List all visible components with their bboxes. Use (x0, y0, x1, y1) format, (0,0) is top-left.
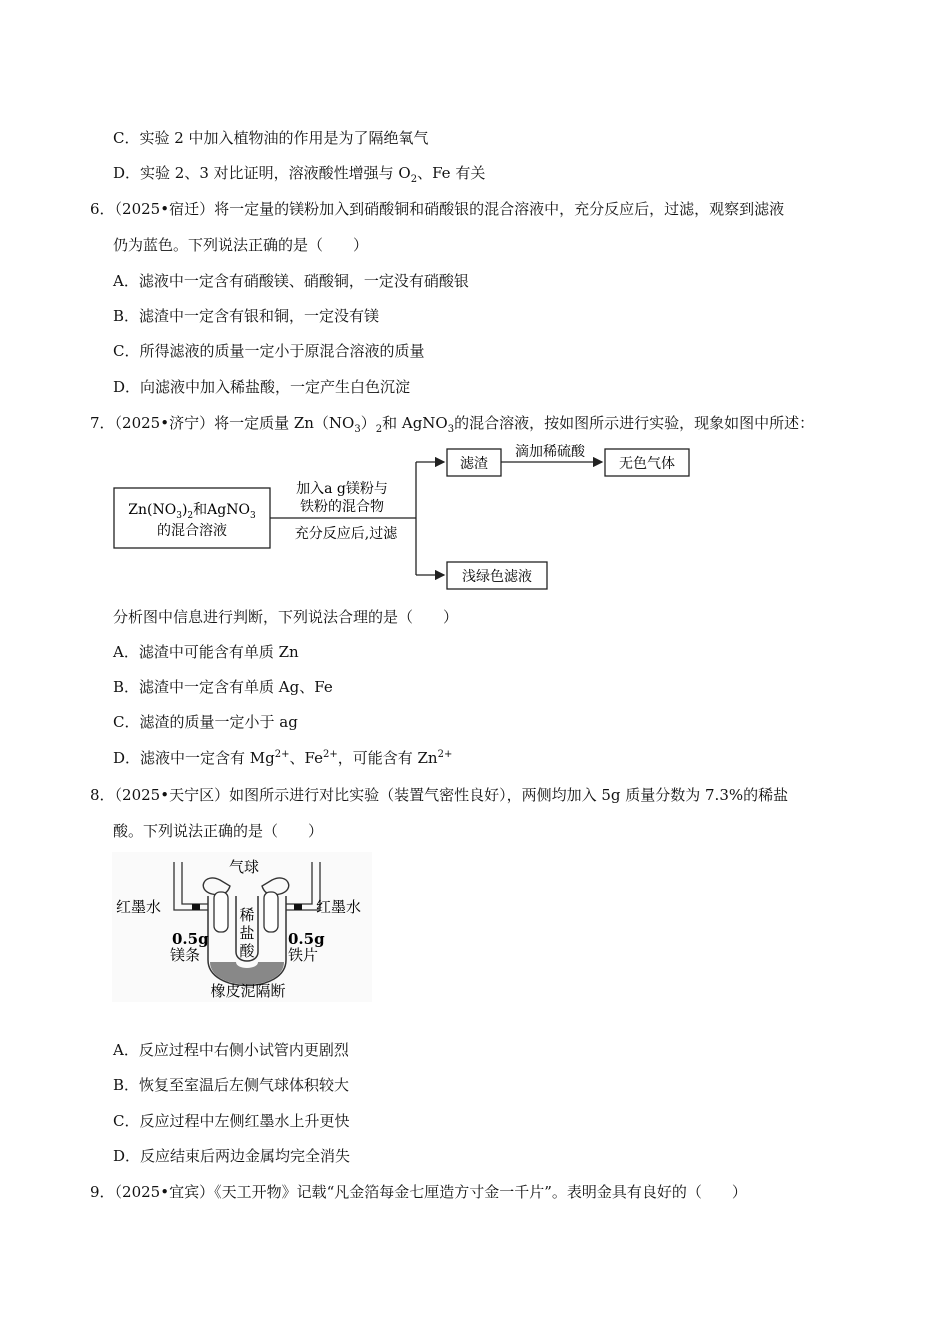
q7-option-a: A．滤渣中可能含有单质 Zn (113, 643, 299, 661)
q7-add-acid-label: 滴加稀硫酸 (515, 444, 585, 460)
q7-residue-label: 滤渣 (460, 456, 488, 472)
q7-flow-diagram (110, 444, 700, 594)
q6-option-a: A．滤液中一定含有硝酸镁、硝酸铜，一定没有硝酸银 (113, 272, 469, 290)
q5-option-c: C．实验 2 中加入植物油的作用是为了隔绝氧气 (113, 129, 429, 147)
q8-ink-left-label: 红墨水 (116, 898, 162, 916)
q8-right-small-tube (264, 892, 278, 932)
q7-question: 分析图中信息进行判断，下列说法合理的是（ ） (113, 608, 459, 626)
q7-stem: 7．（2025•济宁）将一定质量 $Zn(NO_3)_2$和 AgNO$_3$的混合溶液，按如图所示进行实验，现象如图中所述： (90, 414, 815, 435)
q8-option-a: A．反应过程中右侧小试管内更剧烈 (113, 1041, 349, 1059)
q8-mg-name-label: 镁条 (170, 946, 201, 964)
q7-react-filter: 充分反应后,过滤 (294, 526, 398, 542)
q8-option-b: B．恢复至室温后左侧气球体积较大 (113, 1076, 350, 1094)
q7-solution-box-line2: 的混合溶液 (157, 523, 227, 539)
q6-option-c: C．所得滤液的质量一定小于原混合溶液的质量 (113, 342, 425, 360)
q7-option-b: B．滤渣中一定含有单质 Ag、Fe (113, 678, 333, 696)
q5-option-d: D．实验 2、3 对比证明，溶液酸性增强与 $O_2$、Fe 有关 (113, 164, 486, 185)
q8-fe-mass-label: 0.5g (288, 930, 325, 948)
q8-fe-name-label: 铁片 (288, 946, 319, 964)
q8-stem-line1: 8．（2025•天宁区）如图所示进行对比实验（装置气密性良好），两侧均加入 5g 质量分数为 7.3%的稀盐 (90, 786, 789, 804)
q6-stem-line2: 仍为蓝色。下列说法正确的是（ ） (113, 236, 369, 254)
q6-option-d: D．向滤液中加入稀盐酸，一定产生白色沉淀 (113, 378, 411, 396)
q8-left-small-tube (214, 892, 228, 932)
q8-ink-right-label: 红墨水 (316, 898, 362, 916)
q7-solution-box-line1: $Zn(NO_3)_2$和AgNO$_3$ (128, 502, 256, 521)
q8-acid-label-3: 酸 (239, 942, 255, 960)
q8-stem-line2: 酸。下列说法正确的是（ ） (113, 822, 324, 840)
q8-acid-label-2: 盐 (239, 924, 255, 942)
q8-mg-mass-label: 0.5g (172, 930, 209, 948)
q7-option-c: C．滤渣的质量一定小于 ag (113, 713, 298, 731)
q8-balloon-label: 气球 (228, 858, 260, 876)
q6-option-b: B．滤渣中一定含有银和铜，一定没有镁 (113, 307, 380, 325)
q7-add-mixture-line1: 加入a g镁粉与 (296, 481, 388, 497)
q8-rubber-label: 橡皮泥隔断 (210, 982, 286, 1000)
q8-option-c: C．反应过程中左侧红墨水上升更快 (113, 1112, 350, 1130)
q8-apparatus-figure (112, 852, 372, 1002)
q9-stem: 9．（2025•宜宾）《天工开物》记载“凡金箔每金七厘造方寸金一千片”。表明金具有良好的（ ） (90, 1183, 747, 1201)
q8-option-d: D．反应结束后两边金属均完全消失 (113, 1147, 351, 1165)
q7-gas-label: 无色气体 (619, 456, 675, 472)
q6-stem-line1: 6．（2025•宿迁）将一定量的镁粉加入到硝酸铜和硝酸银的混合溶液中，充分反应后，过滤，观察到滤液 (90, 200, 785, 218)
q7-filtrate-label: 浅绿色滤液 (462, 569, 532, 585)
q7-add-mixture-line2: 铁粉的混合物 (300, 499, 384, 515)
q8-acid-label-1: 稀 (239, 906, 255, 924)
q7-option-d: D．滤液中一定含有 $Mg^{2+}$、$Fe^{2+}$，可能含有 $Zn^{2+}$ (113, 749, 453, 767)
